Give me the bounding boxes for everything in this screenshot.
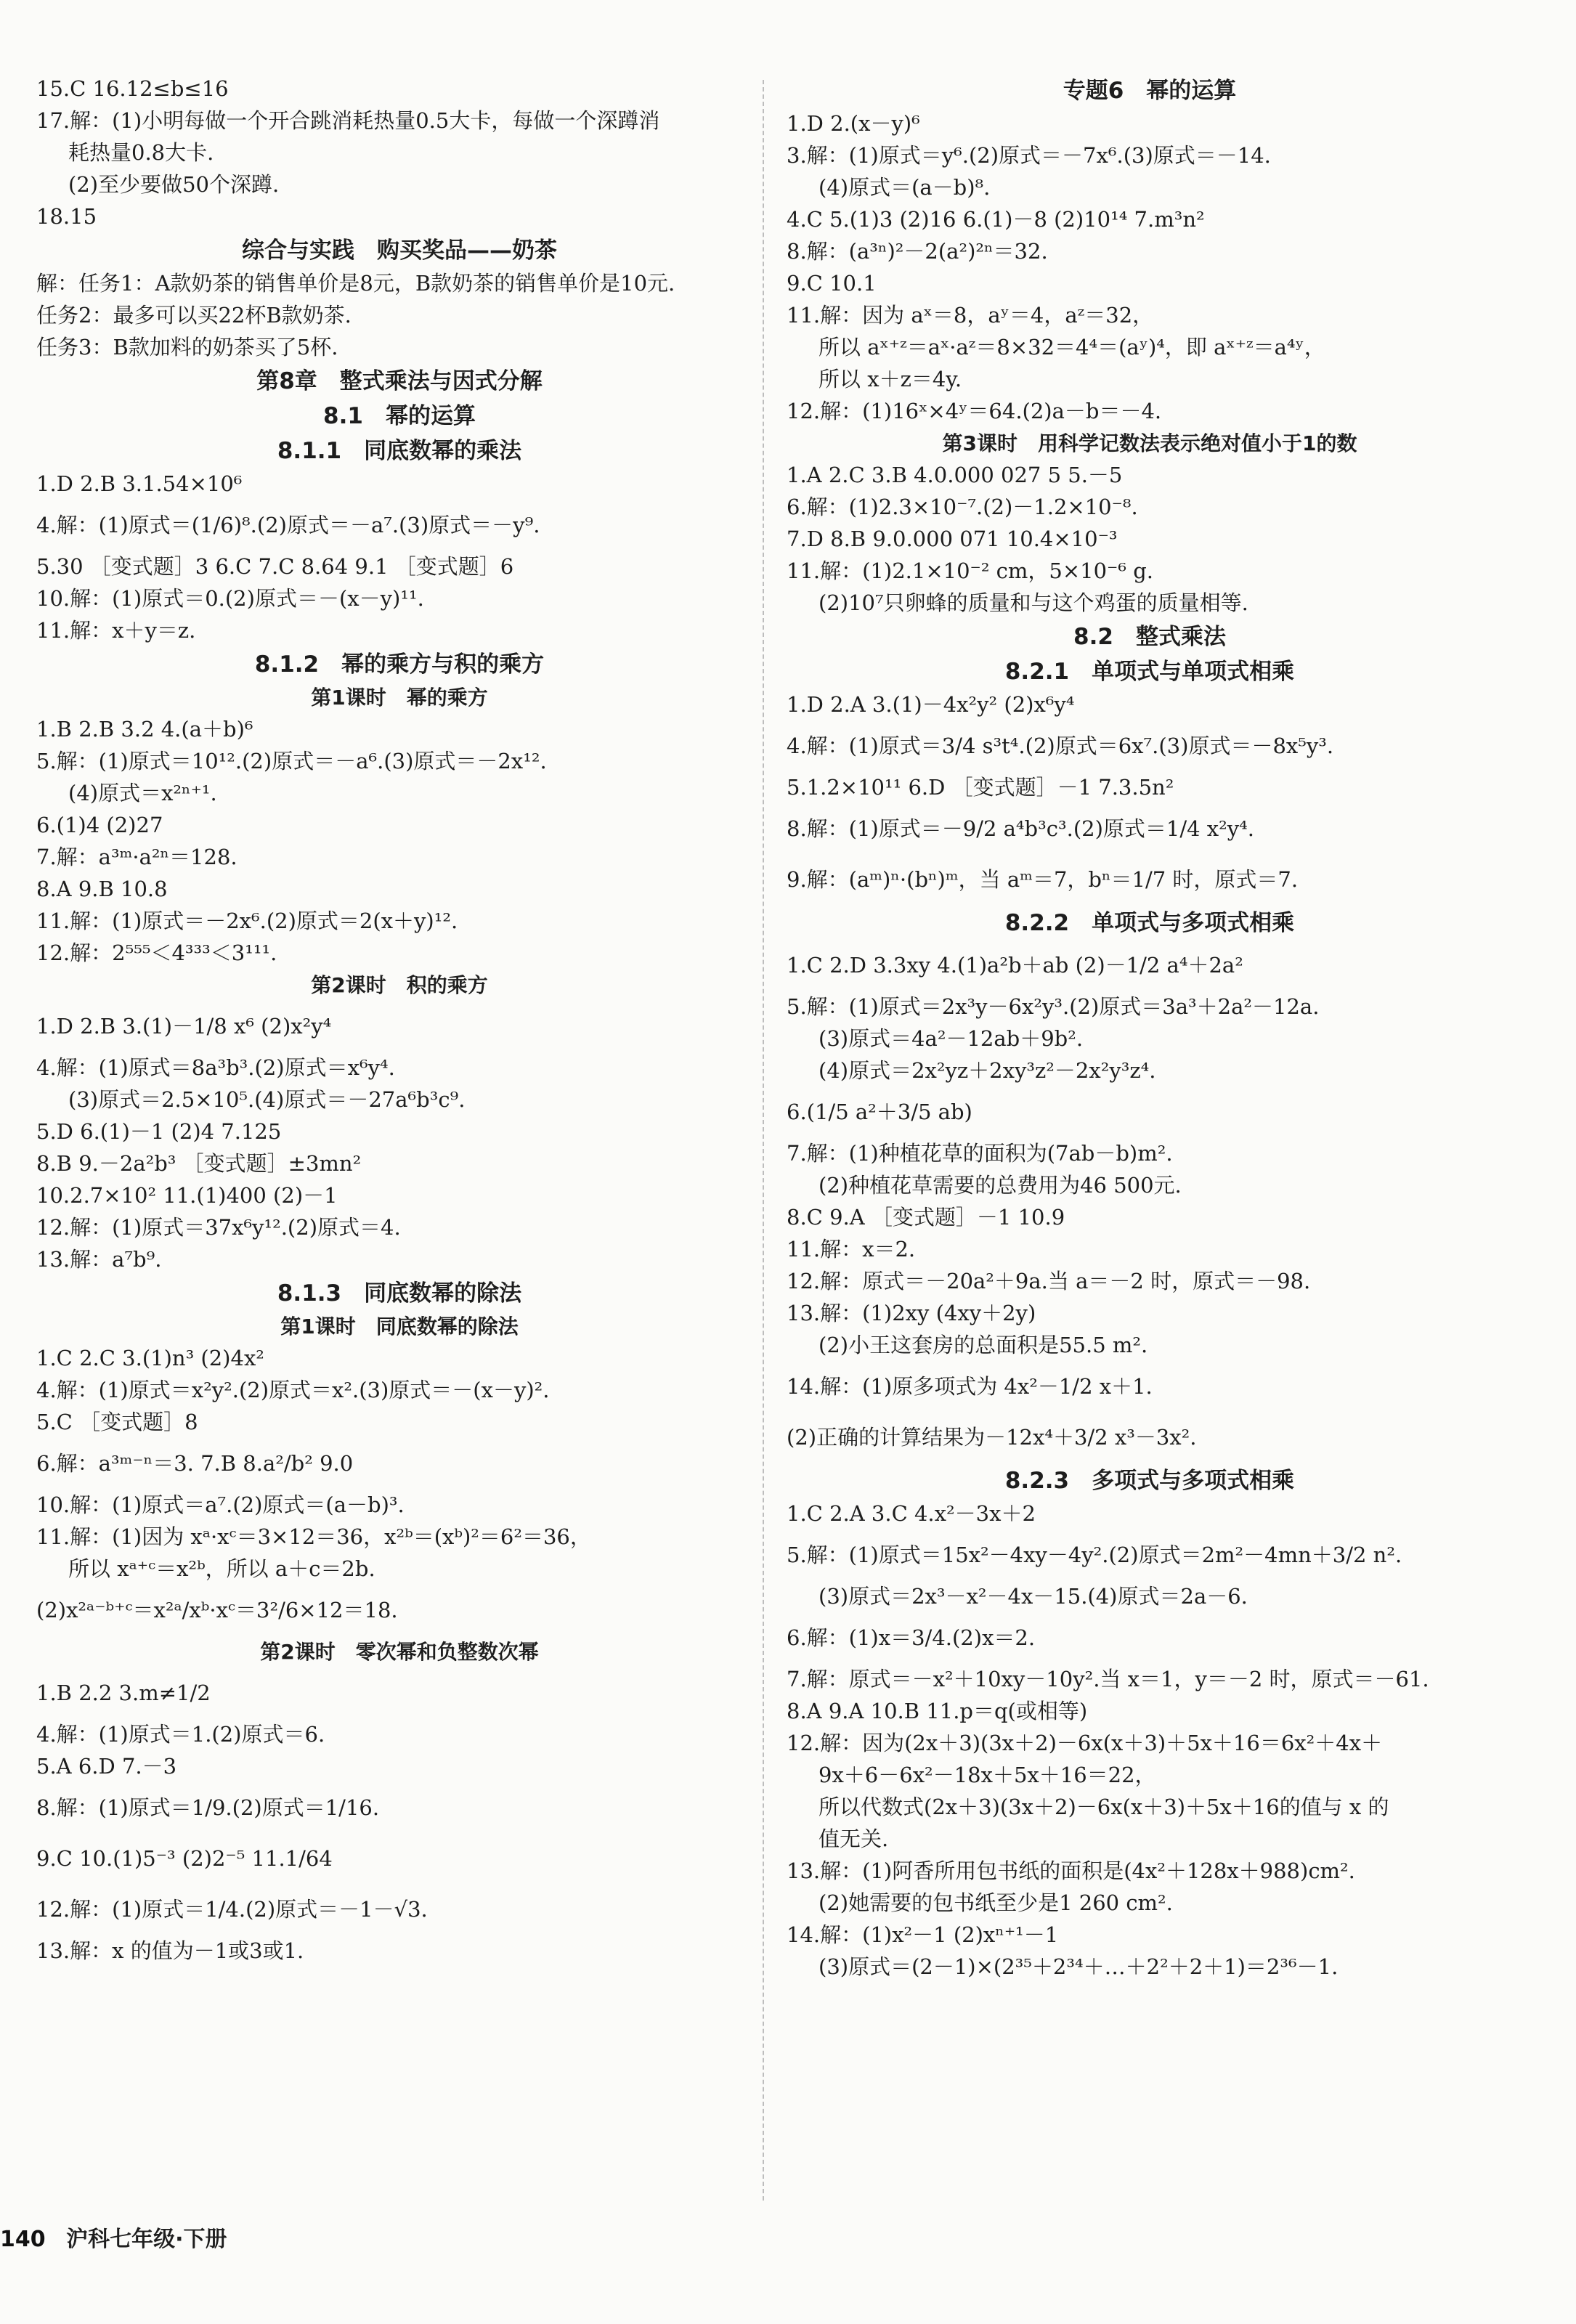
answer-line: 11.解：(1)2.1×10⁻² cm，5×10⁻⁶ g.	[787, 558, 1153, 583]
answer-continuation: (2)至少要做50个深蹲.	[68, 172, 280, 197]
section-heading: 8.2.1 单项式与单项式相乘	[1004, 659, 1295, 685]
answer-line: 11.解：(1)原式＝－2x⁶.(2)原式＝2(x＋y)¹².	[36, 909, 458, 933]
answer-line: 1.D 2.A 3.(1)－4x²y² (2)x⁶y⁴	[787, 692, 1075, 717]
answer-line: 12.解：(1)16ˣ×4ʸ＝64.(2)a－b＝－4.	[787, 399, 1162, 423]
answer-line: 13.解：x 的值为－1或3或1.	[36, 1938, 304, 1963]
answer-continuation: 所以代数式(2x＋3)(3x＋2)－6x(x＋3)＋5x＋16的值与 x 的	[819, 1795, 1389, 1819]
answer-line: 8.A 9.B 10.8	[36, 877, 168, 901]
answer-continuation: (4)原式＝2x²yz＋2xy³z²－2x²y³z⁴.	[819, 1058, 1156, 1083]
answer-line: 5.解：(1)原式＝10¹².(2)原式＝－a⁶.(3)原式＝－2x¹².	[36, 749, 547, 773]
answer-line: 8.B 9.－2a²b³ ［变式题］±3mn²	[36, 1151, 362, 1176]
answer-line: 5.A 6.D 7.－3	[36, 1754, 177, 1779]
answer-line: 任务2：最多可以买22杯B款奶茶.	[36, 303, 352, 328]
section-heading: 8.2.2 单项式与多项式相乘	[1004, 910, 1295, 936]
answer-line: 15.C 16.12≤b≤16	[36, 76, 229, 101]
answer-line: 任务3：B款加料的奶茶买了5杯.	[36, 335, 338, 359]
answer-continuation: 耗热量0.8大卡.	[68, 140, 214, 165]
answer-continuation: (2)种植花草需要的总费用为46 500元.	[819, 1173, 1182, 1198]
answer-line: 11.解：x＋y＝z.	[36, 618, 196, 643]
answer-line: 解：任务1：A款奶茶的销售单价是8元，B款奶茶的销售单价是10元.	[36, 271, 675, 296]
answer-line: 1.B 2.B 3.2 4.(a＋b)⁶	[36, 717, 253, 742]
answer-continuation: (4)原式＝(a－b)⁸.	[819, 175, 991, 200]
answer-continuation: 所以 xᵃ⁺ᶜ＝x²ᵇ，所以 a＋c＝2b.	[68, 1556, 375, 1581]
answer-line: 7.解：a³ᵐ·a²ⁿ＝128.	[36, 845, 237, 869]
section-heading: 8.1 幂的运算	[323, 403, 476, 429]
answer-line: 14.解：(1)x²－1 (2)xⁿ⁺¹－1	[787, 1922, 1059, 1947]
answer-line: 4.解：(1)原式＝x²y².(2)原式＝x².(3)原式＝－(x－y)².	[36, 1378, 550, 1402]
answer-line: 13.解：a⁷b⁹.	[36, 1247, 162, 1272]
answer-line: 5.解：(1)原式＝2x³y－6x²y³.(2)原式＝3a³＋2a²－12a.	[787, 994, 1320, 1019]
answer-line: 12.解：因为(2x＋3)(3x＋2)－6x(x＋3)＋5x＋16＝6x²＋4x＋	[787, 1731, 1383, 1755]
lesson-heading: 第1课时 幂的乘方	[311, 686, 488, 710]
answer-line: 1.C 2.C 3.(1)n³ (2)4x²	[36, 1346, 264, 1370]
answer-continuation: (3)原式＝(2－1)×(2³⁵＋2³⁴＋…＋2²＋2＋1)＝2³⁶－1.	[819, 1954, 1339, 1979]
answer-line: 7.解：原式＝－x²＋10xy－10y².当 x＝1，y＝－2 时，原式＝－61.	[787, 1667, 1429, 1691]
answer-line: 18.15	[36, 204, 97, 229]
answer-line: 4.解：(1)原式＝3/4 s³t⁴.(2)原式＝6x⁷.(3)原式＝－8x⁵y³.	[787, 734, 1334, 758]
answer-continuation: 9x＋6－6x²－18x＋5x＋16＝22，	[819, 1763, 1156, 1787]
answer-continuation: 值无关.	[819, 1827, 889, 1851]
answer-continuation: 所以 aˣ⁺ᶻ＝aˣ·aᶻ＝8×32＝4⁴＝(aʸ)⁴，即 aˣ⁺ᶻ＝a⁴ʸ，	[819, 335, 1325, 359]
answer-line: 5.30 ［变式题］3 6.C 7.C 8.64 9.1 ［变式题］6	[36, 554, 514, 579]
answer-line: 11.解：因为 aˣ＝8，aʸ＝4，aᶻ＝32，	[787, 303, 1154, 328]
answer-line: 10.解：(1)原式＝0.(2)原式＝－(x－y)¹¹.	[36, 586, 424, 611]
answer-line: 8.C 9.A ［变式题］－1 10.9	[787, 1205, 1065, 1230]
answer-line: 1.C 2.A 3.C 4.x²－3x＋2	[787, 1501, 1036, 1526]
answer-line: 6.解：(1)x＝3/4.(2)x＝2.	[787, 1625, 1036, 1650]
answer-line: 12.解：2⁵⁵⁵＜4³³³＜3¹¹¹.	[36, 940, 277, 965]
answer-line: 12.解：原式＝－20a²＋9a.当 a＝－2 时，原式＝－98.	[787, 1269, 1311, 1293]
answer-line: 11.解：x＝2.	[787, 1237, 916, 1261]
lesson-heading: 第2课时 积的乘方	[311, 973, 488, 997]
answer-line: 1.D 2.B 3.(1)－1/8 x⁶ (2)x²y⁴	[36, 1014, 332, 1039]
answer-line: 4.解：(1)原式＝(1/6)⁸.(2)原式＝－a⁷.(3)原式＝－y⁹.	[36, 513, 540, 537]
answer-line: 1.B 2.2 3.m≠1/2	[36, 1681, 211, 1705]
answer-continuation: (2)她需要的包书纸至少是1 260 cm².	[819, 1890, 1173, 1915]
answer-line: (2)x²ᵃ⁻ᵇ⁺ᶜ＝x²ᵃ/xᵇ·xᶜ＝3²/6×12＝18.	[36, 1598, 398, 1622]
answer-line: 9.C 10.1	[787, 271, 877, 296]
answer-line: 13.解：(1)2xy (4xy＋2y)	[787, 1301, 1036, 1325]
answer-continuation: (2)小王这套房的总面积是55.5 m².	[819, 1333, 1148, 1357]
answer-line: 11.解：(1)因为 xᵃ·xᶜ＝3×12＝36，x²ᵇ＝(xᵇ)²＝6²＝36，	[36, 1524, 591, 1549]
answer-line: 12.解：(1)原式＝1/4.(2)原式＝－1－√3.	[36, 1897, 428, 1922]
answer-line: 8.解：(1)原式＝－9/2 a⁴b³c³.(2)原式＝1/4 x²y⁴.	[787, 816, 1255, 841]
section-heading: 8.1.1 同底数幂的乘法	[277, 438, 522, 464]
answer-line: 9.解：(aᵐ)ⁿ·(bⁿ)ᵐ，当 aᵐ＝7，bⁿ＝1/7 时，原式＝7.	[787, 867, 1299, 892]
answer-line: 1.D 2.(x－y)⁶	[787, 111, 920, 136]
answer-line: 17.解：(1)小明每做一个开合跳消耗热量0.5大卡，每做一个深蹲消	[36, 108, 660, 133]
section-heading: 8.2.3 多项式与多项式相乘	[1004, 1468, 1295, 1494]
answer-line: 6.(1/5 a²＋3/5 ab)	[787, 1100, 972, 1124]
section-heading: 专题6 幂的运算	[1063, 78, 1237, 104]
answer-line: 4.C 5.(1)3 (2)16 6.(1)－8 (2)10¹⁴ 7.m³n²	[787, 207, 1205, 232]
answer-line: 1.C 2.D 3.3xy 4.(1)a²b＋ab (2)－1/2 a⁴＋2a²	[787, 953, 1243, 978]
answer-line: 10.解：(1)原式＝a⁷.(2)原式＝(a－b)³.	[36, 1492, 405, 1517]
answer-continuation: (3)原式＝2x³－x²－4x－15.(4)原式＝2a－6.	[819, 1584, 1248, 1609]
answer-line: 9.C 10.(1)5⁻³ (2)2⁻⁵ 11.1/64	[36, 1846, 333, 1871]
column-divider	[763, 80, 764, 2201]
lesson-heading: 第3课时 用科学记数法表示绝对值小于1的数	[942, 431, 1357, 455]
section-heading: 第8章 整式乘法与因式分解	[256, 368, 543, 394]
answer-line: 5.C ［变式题］8	[36, 1410, 198, 1434]
answer-line: 12.解：(1)原式＝37x⁶y¹².(2)原式＝4.	[36, 1215, 401, 1240]
page-footer	[0, 2221, 227, 2253]
answer-continuation: (2)10⁷只卵蜂的质量和与这个鸡蛋的质量相等.	[819, 590, 1248, 615]
answer-line: 1.D 2.B 3.1.54×10⁶	[36, 471, 243, 496]
book-title: 沪科七年级·下册	[66, 2227, 227, 2252]
answer-line: 7.D 8.B 9.0.000 071 10.4×10⁻³	[787, 527, 1118, 551]
answer-line: 10.2.7×10² 11.(1)400 (2)－1	[36, 1183, 338, 1208]
answer-line: 6.解：(1)2.3×10⁻⁷.(2)－1.2×10⁻⁸.	[787, 495, 1138, 519]
answer-line: 7.解：(1)种植花草的面积为(7ab－b)m².	[787, 1141, 1173, 1166]
answer-line: 5.1.2×10¹¹ 6.D ［变式题］－1 7.3.5n²	[787, 775, 1174, 800]
answer-line: 4.解：(1)原式＝8a³b³.(2)原式＝x⁶y⁴.	[36, 1055, 395, 1080]
left-column	[36, 73, 763, 1967]
answer-continuation: (3)原式＝4a²－12ab＋9b².	[819, 1026, 1084, 1051]
section-heading: 8.1.2 幂的乘方与积的乘方	[254, 651, 545, 678]
answer-line: 5.D 6.(1)－1 (2)4 7.125	[36, 1119, 282, 1144]
answer-line: (2)正确的计算结果为－12x⁴＋3/2 x³－3x².	[787, 1425, 1197, 1450]
answer-continuation: (4)原式＝x²ⁿ⁺¹.	[68, 781, 217, 805]
answer-line: 14.解：(1)原多项式为 4x²－1/2 x＋1.	[787, 1374, 1153, 1399]
answer-line: 3.解：(1)原式＝y⁶.(2)原式＝－7x⁶.(3)原式＝－14.	[787, 143, 1271, 168]
lesson-heading: 第1课时 同底数幂的除法	[280, 1315, 519, 1338]
answer-line: 1.A 2.C 3.B 4.0.000 027 5 5.－5	[787, 463, 1123, 487]
answer-line: 6.(1)4 (2)27	[36, 813, 163, 837]
section-heading: 8.1.3 同底数幂的除法	[277, 1280, 522, 1307]
right-column	[787, 73, 1513, 1983]
answer-line: 8.解：(1)原式＝1/9.(2)原式＝1/16.	[36, 1795, 380, 1820]
answer-line: 8.A 9.A 10.B 11.p＝q(或相等)	[787, 1699, 1088, 1723]
answer-line: 4.解：(1)原式＝1.(2)原式＝6.	[36, 1722, 325, 1747]
answer-continuation: (3)原式＝2.5×10⁵.(4)原式＝－27a⁶b³c⁹.	[68, 1087, 466, 1112]
section-heading: 8.2 整式乘法	[1073, 624, 1226, 650]
answer-line: 8.解：(a³ⁿ)²－2(a²)²ⁿ＝32.	[787, 239, 1048, 264]
section-heading: 综合与实践 购买奖品——奶茶	[242, 237, 557, 264]
page-number: 140	[0, 2227, 46, 2252]
answer-line: 6.解：a³ᵐ⁻ⁿ＝3. 7.B 8.a²/b² 9.0	[36, 1451, 354, 1476]
answer-continuation: 所以 x＋z＝4y.	[819, 367, 962, 391]
answer-line: 5.解：(1)原式＝15x²－4xy－4y².(2)原式＝2m²－4mn＋3/2 n².	[787, 1543, 1402, 1567]
answer-line: 13.解：(1)阿香所用包书纸的面积是(4x²＋128x＋988)cm².	[787, 1858, 1355, 1883]
lesson-heading: 第2课时 零次幂和负整数次幂	[260, 1640, 539, 1664]
